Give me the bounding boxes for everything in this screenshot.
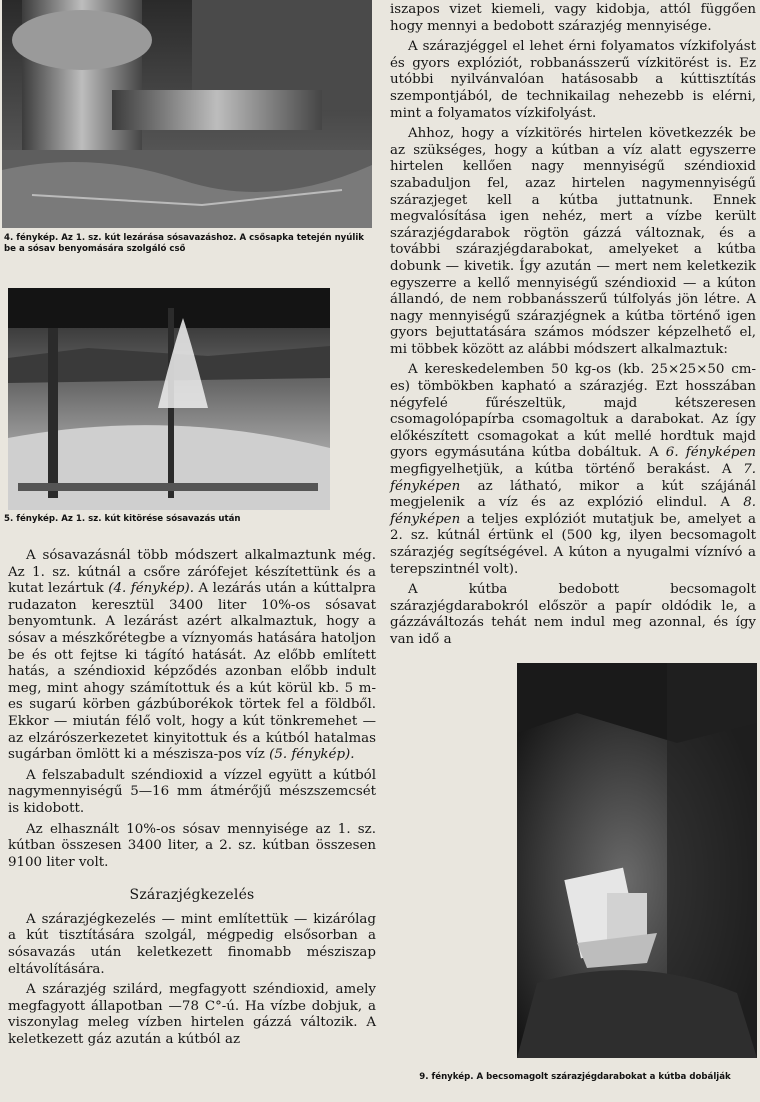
photo-9-ice-packages (517, 663, 757, 1058)
text: a teljes explóziót mutatjuk be, amelyet a 2. sz. kútnál értünk el (500 kg, ilyen becsomagolt szárazjég segítségével. A kúton a nyugalmi víznívó a terepszintnél volt). (390, 511, 756, 577)
paragraph: A szárazjég szilárd, megfagyott széndioxid, amely megfagyott állapotban —78 C°-ú. Ha vízbe dobjuk, a viszonylag meleg vízben hirtelen gázzá változik. A keletkezett gáz azután a kútból az (8, 982, 376, 1048)
photo-4-caption: 4. fénykép. Az 1. sz. kút lezárása sósavazáshoz. A csősapka tetején nyúlik be a sósav benyomására szolgáló cső (4, 233, 365, 254)
text: A kereskedelemben 50 kg-os (kb. 25×25×50 cm-es) tömbökben kapható a szárazjég. Ezt hosszában négyfelé fűrészeltük, majd kétszeresen csomagolópapírba csomagoltuk a darabokat. Az így előkészített csomagokat a kút mellé hordtuk majd gyors egymásutána kútba dobáltuk. A (390, 362, 756, 461)
text: A sósavazásnál több módszert alkalmaztunk még. Az 1. sz. kútnál a csőre zárófejet készítettünk és a kutat lezártuk (8, 548, 376, 597)
text: megfigyelhetjük, a kútba történő berakást. A (390, 462, 744, 478)
right-column (390, 2, 756, 649)
text: az látható, mikor a kút szájánál megjelenik a víz és az explózió elindul. A (390, 478, 756, 511)
photo-4-image (2, 0, 372, 228)
photo-5-caption: 5. fénykép. Az 1. sz. kút kitörése sósavazás után (4, 514, 241, 524)
paragraph (390, 362, 756, 578)
paragraph: A szárazjéggel el lehet érni folyamatos vízkifolyást és gyors explóziót, robbanásszerű vízkitörést is. Ez utóbbi nyilvánvalóan hatásosabb a kúttisztítás szempontjából, de technikailag nehezebb is elérni, mint a folyamatos vízkifolyást. (390, 39, 756, 121)
photo-reference: (4. fénykép). (108, 581, 194, 597)
paragraph: A szárazjégkezelés — mint említettük — kizárólag a kút tisztítására szolgál, mégpedig elsősorban a sósavazás után keletkezett finomabb mésziszap eltávolítására. (8, 911, 376, 977)
section-heading: Szárazjégkezelés (129, 887, 255, 904)
photo-reference: (5. fénykép). (269, 747, 355, 763)
photo-4-well-closure (2, 0, 372, 228)
photo-9-caption: 9. fénykép. A becsomagolt szárazjégdarabokat a kútba dobálják (419, 1072, 731, 1082)
photo-5-image (8, 288, 330, 510)
photo-reference: 6. fényképen (665, 445, 756, 461)
paragraph: Ahhoz, hogy a vízkitörés hirtelen következzék be az szükséges, hogy a kútban a víz alatt egyszerre hirtelen kellően nagy mennyiségű széndioxid szabaduljon fel, azaz hirtelen nagymennyiségű szárazjeget kell a kútba juttatnunk. Ennek megvalósítása igen nehéz, mert a vízbe került szárazjégdarabok rögtön gázzá változnak, és a további szárazjégdarabokat, amelyeket a kútba dobunk — kivetik. Így azután — mert nem keletkezik egyszerre a kellő mennyiségű széndioxid — a kúton állandó, de nem robbanásszerű túlfolyás jön létre. A nagy mennyiségű szárazjégnek a kútba történő igen gyors bejuttatására számos módszer képzelhető el, mi többek között az alábbi módszert alkalmaztuk: (390, 126, 756, 357)
paragraph: A felszabadult széndioxid a vízzel együtt a kútból nagymennyiségű 5—16 mm átmérőjű mészszemcsét is kidobott. (8, 767, 376, 816)
paragraph: iszapos vizet kiemeli, vagy kidobja, attól függően hogy mennyi a bedobott szárazjég mennyisége. (390, 2, 756, 34)
paragraph: A kútba bedobott becsomagolt szárazjégdarabokról először a papír oldódik le, a gázzáváltozás tehát nem indul meg azonnal, és így van idő a (390, 582, 756, 647)
left-column (8, 548, 376, 1049)
photo-9-image (517, 663, 757, 1058)
paragraph: Az elhasznált 10%-os sósav mennyisége az 1. sz. kútban összesen 3400 liter, a 2. sz. kútban összesen 9100 liter volt. (8, 821, 376, 870)
photo-reference: 7. fényképen (390, 462, 756, 494)
photo-5-well-eruption (8, 288, 330, 510)
photo-reference: 8. fényképen (390, 495, 756, 527)
paragraph (8, 548, 376, 764)
text: A lezárás után a kúttalpra rudazaton keresztül 3400 liter 10%-os sósavat benyomtunk. A lezárást azért alkalmaztuk, hogy a sósav a mészkőrétegbe a víznyomás hatására hatoljon be és ott fejtse ki tágító hatását. Az előbb említett hatás, a széndioxid képződés azonban előbb indult meg, mint ahogy számítottuk és a kút körül kb. 5 m-es sugarú körben gázbúborékok törtek fel a földből. Ekkor — miután félő volt, hogy a kút tönkremehet — az elzárószerkezetet kinyitottuk és a kútból hatalmas sugárban ömlött ki a mészisza-pos víz (8, 581, 376, 763)
